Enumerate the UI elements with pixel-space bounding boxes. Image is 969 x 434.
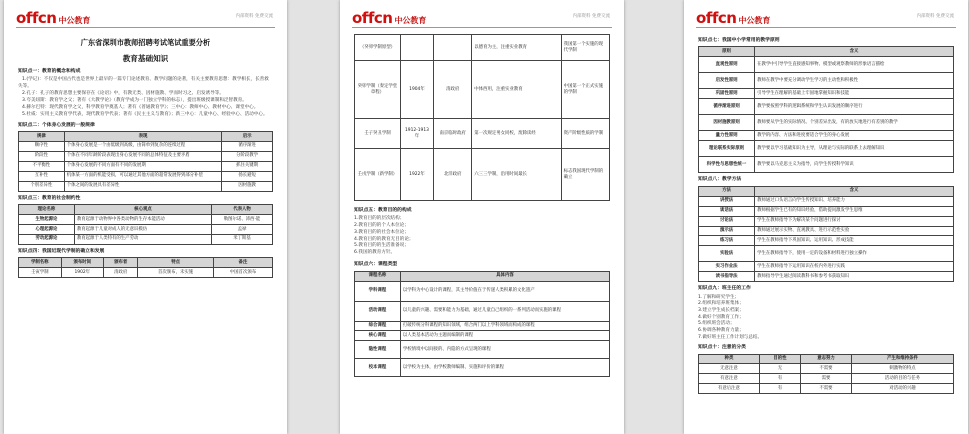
education-origin-table: 理论名称 核心观点 代表人物 生物起源论 教育起源于动物界中各类动物的生存本能活动 勒图尔诺、沛西·能 心理起源论 教育起源于儿童对成人的无意识模仿 孟禄 劳动起源论 教育起源于人类特有的生产劳动 米丁斯基 xyxy=(18,204,273,245)
list-item: 7.做好班主任工作计划与总结。 xyxy=(698,334,763,340)
offcn-logo: offcn 中公教育 xyxy=(696,9,771,27)
document-title: 广东省深圳市教师招聘考试笔试重要分析 xyxy=(80,38,211,47)
paragraph: 2.孔子：孔子的教育思想主要保存在《论语》中，有教无类、因材施教、学而时习之、启发诱导等。 xyxy=(22,90,224,96)
table-row: 启发性原则 教师在教学中要充分调动学生学习的主动性和积极性 xyxy=(699,73,954,89)
paragraph: 5.杜威：实用主义教育学代表，现代教育学代表；著有《民主主义与教育》；新三中心：儿童中心、经验中心、活动中心。 xyxy=(22,112,268,118)
offcn-logo: offcn 中公教育 xyxy=(16,9,91,27)
list-item: 6.协调各种教育力量； xyxy=(698,328,744,334)
table-row: 无意注意 无 不需要 刺激物的特点 xyxy=(699,364,954,374)
school-system-table: 学制名称 颁布时间 颁布者 特点 备注 壬寅学制 1902年 清政府 首次颁布，未实施 中国首次颁布 xyxy=(18,257,273,278)
table-row: 因材施教原则 教师要从学生的实际情况、个别差异出发，有的放矢地进行有差别的教学 xyxy=(699,115,954,131)
table-row: 劳动起源论 教育起源于人类特有的生产劳动 米丁斯基 xyxy=(19,234,273,244)
table-row: 不平衡性 个体身心发展的不同方面有不同的发展期 抓住关键期 xyxy=(19,161,273,171)
header-rule xyxy=(352,27,612,28)
header-slogan: 内部资料 免费交流 xyxy=(572,14,610,19)
header-rule xyxy=(16,27,275,28)
table-row: 实验法 学生在教师指导下，使用一定的设备和材料进行独立操作 xyxy=(699,246,954,262)
table-row: 演示法 教师通过展示实物、直观教具、进行示范性实验 xyxy=(699,226,954,236)
table-row: （癸卯学制原型） 以德育为主，注重实业教育 我国第一个实施的现代学制 xyxy=(355,35,610,61)
page-header xyxy=(340,0,624,30)
table-row: 有意注意 有 需要 活动的目的与任务 xyxy=(699,374,954,384)
list-item: 6.我国的教育方针。 xyxy=(354,249,396,255)
section-title: 知识点一：教育的概念和构成 xyxy=(18,68,81,74)
table-row: 顺序性 个体身心发展是一个由低级到高级，由简单到复杂的连续过程 循序渐进 xyxy=(19,141,273,151)
list-item: 5.教育目的的生活准备说； xyxy=(354,243,409,249)
list-item: 5.组织班会活动； xyxy=(698,321,735,327)
teaching-principles-table: 原则 含义 直观性原则 在教学中引导学生直接感知事物、模型或观察教师的形象语言描绘 启发性原则 教师在教学中要充分调动学生学习的主动性和积极性 巩固性原则 引导学生在理解的基础上牢固地掌握知识和技能 循序渐进原则 教学要按照学科的逻辑系统和学生认识发展的顺序进行 因材施教原则 教师要从学生的实际情况、个别差异出发，有的放矢地进行有差别的教学 量力性原则 教学的内容、方法和进度要适合学生的身心发展 理论联系实际原则 教学要以学习基础知识为主导，从理论与实际的联系上去理解知识 科学性与思想性统一 教学要以马克思主义为指导，向学生传授科学知识 xyxy=(698,46,954,173)
table-row: 讲授法 教师通过口头语言向学生传授知识、培养能力 xyxy=(699,196,954,206)
section-title: 知识点二：个体身心发展的一般规律 xyxy=(18,122,95,128)
table-row: 互补性 机体某一方面的机能受损，可以通过其他方面的超常发展得到部分补偿 扬长避短 xyxy=(19,171,273,181)
list-item: 4.做好个别教育工作； xyxy=(698,314,744,320)
page-header xyxy=(684,0,968,30)
table-row: 练习法 学生在教师指导下巩固知识、运用知识、形成技能 xyxy=(699,236,954,246)
section-title: 知识点八：教学方法 xyxy=(698,177,742,183)
table-row: 壬子癸丑学制 1912-1913年 南京临时政府 第一次规定男女同校，废除读经 资产阶级性质的学制 xyxy=(355,119,610,149)
section-title: 知识点五：教育目的的构成 xyxy=(354,208,412,213)
table-row: 科学性与思想性统一 教学要以马克思主义为指导，向学生传授科学知识 xyxy=(699,157,954,173)
table-row: 循序渐进原则 教学要按照学科的逻辑系统和学生认识发展的顺序进行 xyxy=(699,99,954,115)
list-item: 4.教育目的的教育无目的论； xyxy=(354,236,414,242)
table-row: 生物起源论 教育起源于动物界中各类动物的生存本能活动 勒图尔诺、沛西·能 xyxy=(19,215,273,225)
table-row: 读书指导法 教师指导学生通过阅读教科书和参考书获取知识 xyxy=(699,272,954,282)
section-title: 知识点三：教育的社会制约性 xyxy=(18,195,81,201)
section-title: 知识点四：我国近现代学制的确立和发展 xyxy=(18,248,105,254)
table-row: 隐性课程 学校情境中以间接的、内隐的方式呈现的课程 xyxy=(355,341,610,359)
table-row: 阶段性 个体在不同年龄阶段表现出身心发展不同的总体特征及主要矛盾 分阶段教学 xyxy=(19,151,273,161)
section-title: 知识点六：课程类型 xyxy=(354,262,398,268)
document-subtitle: 教育基础知识 xyxy=(122,53,169,63)
document-page-1 xyxy=(4,0,287,434)
development-rules-table: 规律 表现 启示 顺序性 个体身心发展是一个由低级到高级，由简单到复杂的连续过程 循序渐进 阶段性 个体在不同年龄阶段表现出身心发展不同的总体特征及主要矛盾 分阶段教学 不平衡性 个体身心发展的不同方面有不同的发展期 抓住关键期 互补性 机体某一方面的机能受损，可以通过其他方面的超常发展得到部分补偿 扬长避短 个别差异性 个体之间的发展具有差异性 因材施教 xyxy=(18,131,273,192)
attention-types-table: 种类 目的性 意志努力 产生和维持条件 无意注意 无 不需要 刺激物的特点 有意注意 有 需要 活动的目的与任务 有意后注意 有 不需要 对活动的兴趣 xyxy=(698,354,954,395)
list-item: 3.教育目的的社会本位论； xyxy=(354,229,409,235)
table-row: 巩固性原则 引导学生在理解的基础上牢固地掌握知识和技能 xyxy=(699,89,954,99)
table-row: 学科课程 以学科为中心设计的课程，其主导价值在于传递人类积累的文化遗产 xyxy=(355,281,610,301)
offcn-logo: offcn 中公教育 xyxy=(352,9,427,27)
paragraph: 3.夸美纽斯：教育学之父；著有《大教学论》（教育学成为一门独立学科的标志），提出班级授课制和泛智教育。 xyxy=(22,98,247,103)
curriculum-types-table: 课程名称 具体内容 学科课程 以学科为中心设计的课程，其主导价值在于传递人类积累的文化遗产 活动课程 以儿童的兴趣、需要和能力为基础，通过儿童自己组织的一系列活动而实施的课程 综合课程 打破传统分科课程的知识领域，组合两门以上学科领域而构成的课程 核心课程 以人类基本活动为主题而编制的课程 隐性课程 学校情境中以间接的、内隐的方式呈现的课程 校本课程 以学校为主体，由学校教师编制、实施和评价的课程 xyxy=(354,271,610,378)
paragraph: 1.(学记)：不仅是中国古代也是世界上最早的一篇专门论述教育、教学问题的论著，有关主要教育思想：教学相长，长善救失等。 xyxy=(18,77,269,89)
table-row: 直观性原则 在教学中引导学生直接感知事物、模型或观察教师的形象语言描绘 xyxy=(699,57,954,73)
list-item: 1.了解和研究学生； xyxy=(698,294,740,300)
table-row: 讨论法 学生在教师指导下为解决某个问题进行探讨 xyxy=(699,216,954,226)
paragraph: 4.赫尔巴特：现代教育学之父，科学教育学奠基人；著有《普通教育学》；三中心：教师中心、教材中心、课堂中心。 xyxy=(22,105,259,111)
list-item: 2.组织和培养班集体； xyxy=(698,301,744,307)
table-row: 实习作业法 学生在教师指导下运用知识在校内外进行实践 xyxy=(699,262,954,272)
table-row: 量力性原则 教学的内容、方法和进度要适合学生的身心发展 xyxy=(699,131,954,141)
list-item: 2.教育目的的个人本位论； xyxy=(354,223,409,229)
table-row: 理论联系实际原则 教学要以学习基础知识为主导，从理论与实际的联系上去理解知识 xyxy=(699,141,954,157)
table-row: 校本课程 以学校为主体，由学校教师编制、实施和评价的课程 xyxy=(355,359,610,377)
table-row: 谈话法 教师根据学生已有的知识经验，借助提问激发学生思维 xyxy=(699,206,954,216)
section-title: 知识点七：我国中小学常用的教学原则 xyxy=(698,38,780,43)
header-rule xyxy=(696,27,956,28)
table-row: 核心课程 以人类基本活动为主题而编制的课程 xyxy=(355,331,610,341)
header-slogan: 内部资料 免费交流 xyxy=(235,14,273,19)
header-slogan: 内部资料 免费交流 xyxy=(916,14,954,19)
table-row: 综合课程 打破传统分科课程的知识领域，组合两门以上学科领域而构成的课程 xyxy=(355,321,610,331)
table-row: 心理起源论 教育起源于儿童对成人的无意识模仿 孟禄 xyxy=(19,225,273,235)
list-item: 1.教育目的的层次结构； xyxy=(354,216,405,222)
table-row: 壬寅学制 1902年 清政府 首次颁布，未实施 中国首次颁布 xyxy=(19,268,273,278)
table-row: 癸卯学制（奏定学堂章程） 1904年 清政府 中体西用，注重实业教育 中国第一个正式实施的学制 xyxy=(355,61,610,119)
table-row: 活动课程 以儿童的兴趣、需要和能力为基础，通过儿童自己组织的一系列活动而实施的课程 xyxy=(355,301,610,321)
teaching-methods-table: 方法 含义 讲授法 教师通过口头语言向学生传授知识、培养能力 谈话法 教师根据学生已有的知识经验，借助提问激发学生思维 讨论法 学生在教师指导下为解决某个问题进行探讨 演示法 教师通过展示实物、直观教具、进行示范性实验 练习法 学生在教师指导下巩固知识、运用知识、形成技能 实验法 学生在教师指导下，使用一定的设备和材料进行独立操作 实习作业法 学生在教师指导下运用知识在校内外进行实践 读书指导法 教师指导学生通过阅读教科书和参考书获取知识 xyxy=(698,186,954,283)
section-title: 知识点十：注意的分类 xyxy=(698,345,746,351)
document-page-2 xyxy=(340,0,624,434)
document-page-3 xyxy=(684,0,968,434)
table-row: 壬戌学制（新学制） 1922年 北洋政府 六三三学制，沿用时间最长 标志我国现代学制的确立 xyxy=(355,149,610,201)
table-row: 有意后注意 有 不需要 对活动的兴趣 xyxy=(699,384,954,394)
page-header xyxy=(4,0,287,30)
school-system-table-continued xyxy=(354,34,610,201)
list-item: 3.建立学生成长档案； xyxy=(698,308,744,314)
section-title: 知识点九：班主任的工作 xyxy=(698,286,751,292)
table-row: 个别差异性 个体之间的发展具有差异性 因材施教 xyxy=(19,181,273,191)
